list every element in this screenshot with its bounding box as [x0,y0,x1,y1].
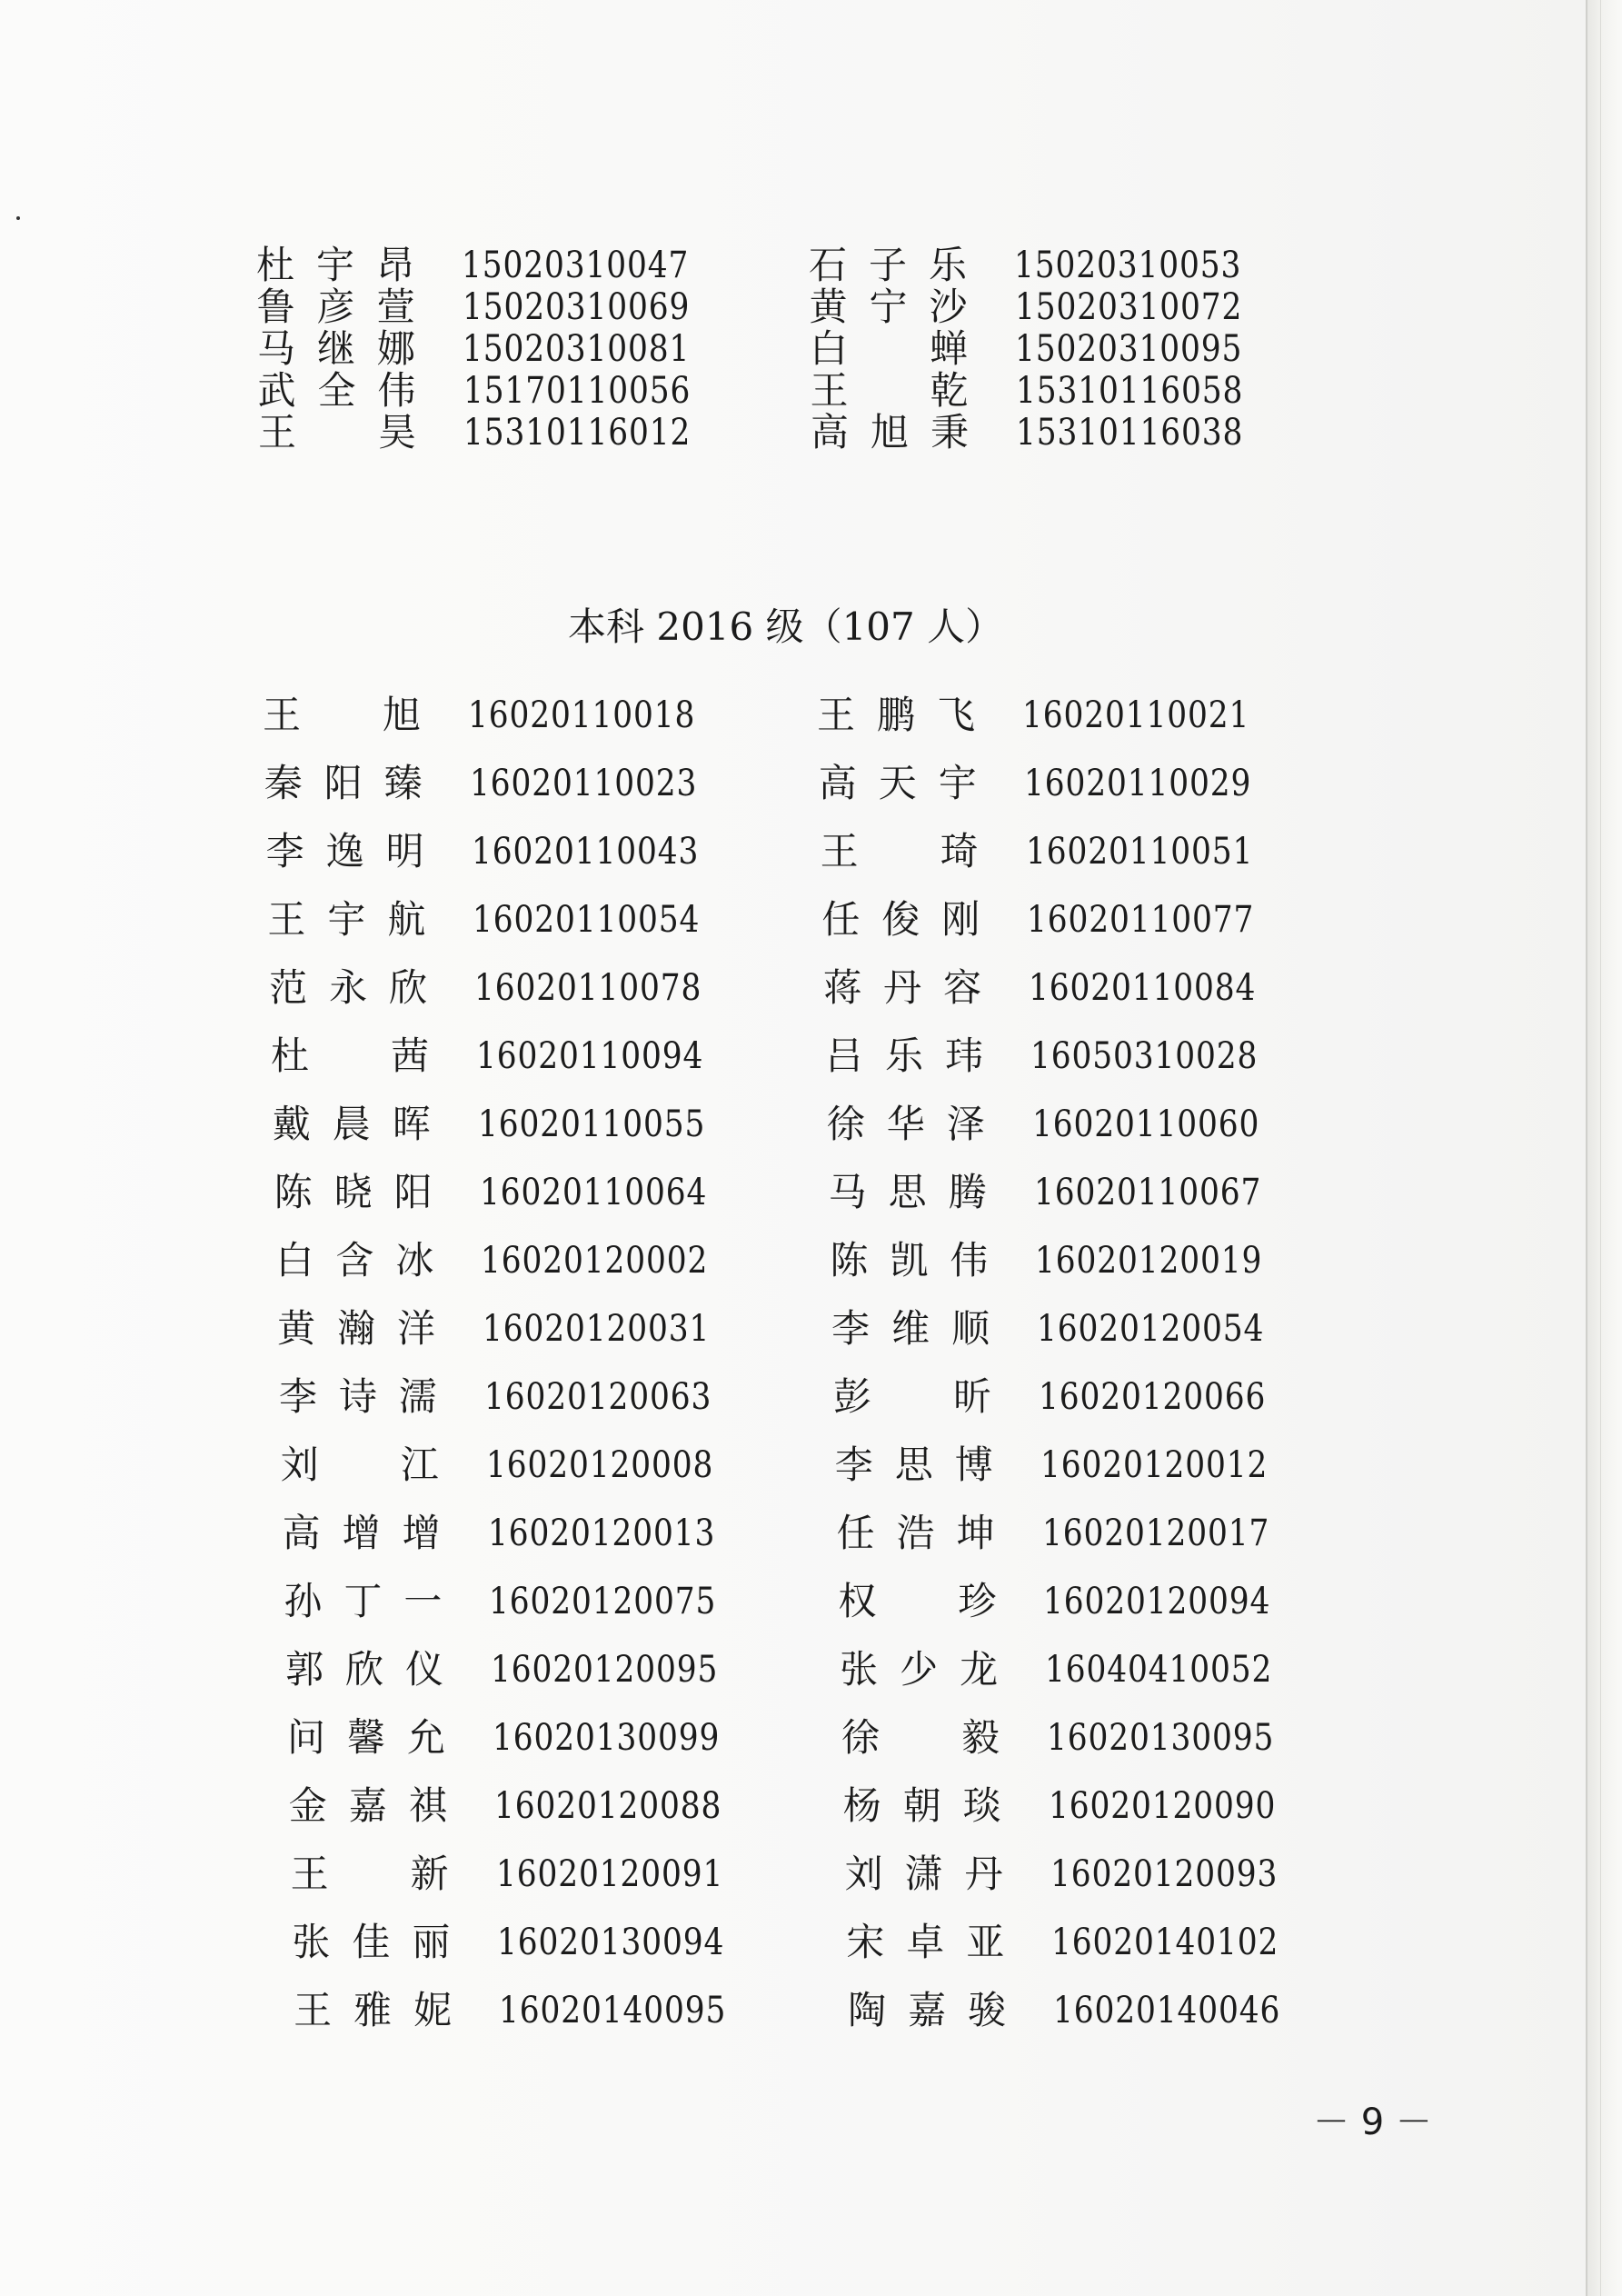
student-name: 李 维 顺 [831,1306,990,1351]
student-id: 16020140046 [1053,1990,1281,2031]
student-id: 15020310095 [1015,328,1243,370]
student-row [0,961,1586,1015]
student-name: 鲁 彦 萱 [256,285,415,329]
student-name: 白 蝉 [809,326,968,371]
student-id: 16020120019 [1035,1240,1263,1282]
student-id: 16020120091 [495,1853,723,1895]
student-name: 王 新 [290,1852,449,1896]
student-name: 蒋 丹 容 [823,965,982,1010]
student-id: 15310116012 [463,412,692,454]
student-row [0,1574,1586,1629]
student-id: 16020110060 [1031,1103,1260,1145]
student-row [0,1779,1586,1833]
student-row [0,756,1586,811]
student-row [0,1438,1586,1492]
student-name: 陈 凯 伟 [830,1238,989,1283]
student-name: 王 雅 妮 [294,1988,453,2032]
student-row [0,893,1586,947]
student-name: 马 继 娜 [256,326,415,371]
student-id: 16020120054 [1037,1308,1265,1350]
student-row [0,1097,1586,1152]
student-name: 杜 宇 昂 [255,243,414,287]
student-name: 王 琦 [820,829,979,873]
student-id: 16020120093 [1050,1853,1278,1895]
student-id: 15020310072 [1014,286,1242,328]
student-name: 张 佳 丽 [292,1920,451,1964]
student-name: 张 少 龙 [840,1647,999,1692]
student-name: 高 旭 秉 [810,410,969,454]
page-binding-edge [1586,0,1622,2296]
student-id: 16020120013 [487,1512,715,1554]
student-id: 16020120031 [483,1308,711,1350]
student-name: 高 增 增 [282,1511,441,1555]
student-name: 陶 嘉 骏 [848,1988,1007,2032]
student-name: 杜 茜 [270,1033,429,1078]
student-name: 吕 乐 玮 [824,1033,983,1078]
student-name: 徐 华 泽 [826,1102,985,1146]
student-id: 16020110018 [468,694,696,736]
student-row [0,824,1586,879]
student-row [0,1302,1586,1356]
student-id: 16020120088 [493,1785,722,1827]
student-id: 16020120017 [1041,1512,1269,1554]
student-name: 王 乾 [810,368,969,413]
student-name: 王 旭 [262,693,421,737]
student-name: 李 诗 濡 [278,1374,437,1419]
student-name: 黄 瀚 洋 [277,1306,436,1351]
student-row [0,1915,1586,1970]
student-row [0,1847,1586,1902]
student-id: 15310116038 [1016,412,1244,454]
student-id: 16020120094 [1043,1581,1271,1622]
student-id: 16050310028 [1030,1035,1259,1077]
student-name: 王 鹏 飞 [816,693,975,737]
student-id: 16020130094 [497,1922,725,1963]
student-name: 金 嘉 祺 [288,1783,447,1828]
page-number: － 9 － [1313,2101,1432,2143]
student-name: 秦 阳 臻 [264,761,423,805]
student-id: 16020110029 [1023,763,1252,804]
student-id: 16020120002 [481,1240,709,1282]
student-id: 16020110055 [477,1103,706,1145]
student-id: 15020310053 [1014,245,1242,286]
student-name: 杨 朝 琰 [842,1783,1001,1828]
student-name: 宋 卓 亚 [846,1920,1005,1964]
student-id: 16020110078 [474,967,702,1009]
student-id: 15170110056 [463,370,691,412]
student-row [0,1233,1586,1288]
student-id: 15310116058 [1015,370,1243,412]
student-name: 郭 欣 仪 [285,1647,444,1692]
student-id: 16020140095 [499,1990,727,2031]
student-id: 16020120095 [491,1649,719,1691]
student-row [0,1506,1586,1561]
student-name: 刘 江 [280,1442,439,1487]
student-name: 权 珍 [838,1579,997,1623]
student-row [0,1711,1586,1765]
student-id: 16020110021 [1022,694,1250,736]
student-id: 16020110077 [1027,899,1255,941]
student-name: 李 逸 明 [265,829,424,873]
student-id: 15020310069 [462,286,690,328]
student-id: 16020110064 [479,1172,707,1213]
student-name: 任 浩 坤 [836,1511,995,1555]
student-name: 王 昊 [257,410,416,454]
student-id: 16020140102 [1051,1922,1279,1963]
student-id: 16020110043 [471,831,699,873]
student-name: 问 馨 允 [286,1715,445,1760]
scan-speck [16,216,20,220]
student-name: 李 思 博 [834,1442,993,1487]
student-name: 彭 昕 [832,1374,991,1419]
student-name: 孙 丁 一 [284,1579,443,1623]
student-name: 武 全 伟 [257,368,416,413]
student-id: 16020110067 [1033,1172,1261,1213]
student-id: 16020120066 [1039,1376,1267,1418]
student-name: 高 天 宇 [818,761,977,805]
student-name: 王 宇 航 [267,897,426,942]
student-id: 16020120063 [484,1376,712,1418]
student-name: 任 俊 刚 [821,897,980,942]
student-id: 16020110054 [473,899,701,941]
student-id: 15020310047 [462,245,690,286]
section-title: 本科 2016 级（107 人） [568,604,1004,649]
student-row [0,1642,1586,1697]
student-name: 戴 晨 晖 [272,1102,431,1146]
student-name: 马 思 腾 [828,1170,987,1214]
student-id: 16020120090 [1048,1785,1277,1827]
student-id: 16020110023 [469,763,698,804]
student-id: 15020310081 [463,328,691,370]
student-id: 16020120008 [485,1444,714,1486]
student-id: 16020130095 [1047,1717,1275,1759]
student-name: 陈 晓 阳 [274,1170,433,1214]
student-name: 刘 潇 丹 [844,1852,1003,1896]
student-id: 16020130099 [493,1717,721,1759]
student-row [0,1165,1586,1220]
student-name: 徐 毅 [841,1715,1000,1760]
student-row [0,405,1586,460]
student-name: 石 子 乐 [808,243,967,287]
student-id: 16040410052 [1045,1649,1273,1691]
student-id: 16020120012 [1040,1444,1269,1486]
student-name: 范 永 欣 [269,965,428,1010]
student-row [0,1370,1586,1424]
student-row [0,688,1586,743]
student-name: 白 含 冰 [275,1238,434,1283]
student-id: 16020110051 [1025,831,1253,873]
student-name: 黄 宁 沙 [809,285,968,329]
student-row [0,1983,1586,2038]
student-row [0,1029,1586,1083]
student-id: 16020110084 [1029,967,1257,1009]
student-id: 16020110094 [476,1035,704,1077]
student-id: 16020120075 [489,1581,717,1622]
